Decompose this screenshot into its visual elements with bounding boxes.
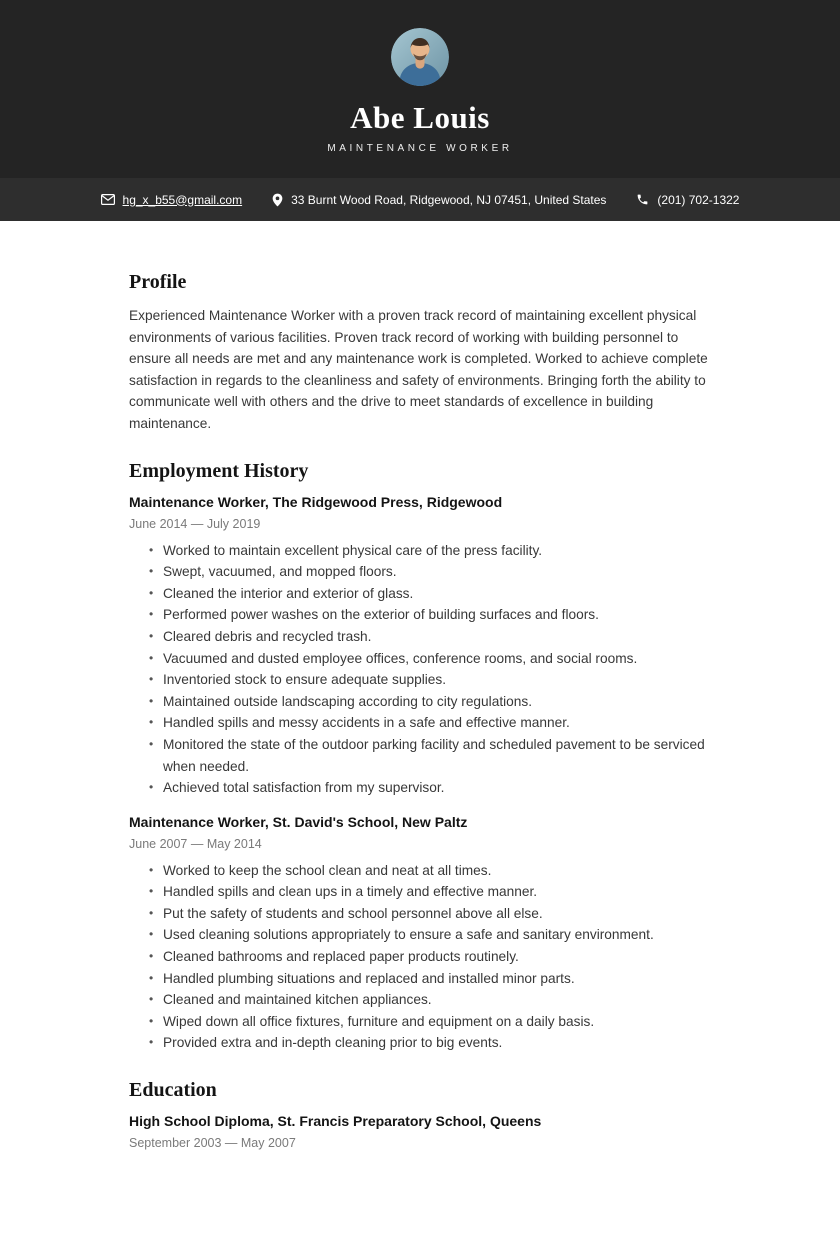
bullet-item: • Put the safety of students and school personnel above all else. <box>149 903 710 925</box>
job-dates: June 2007 — May 2014 <box>129 836 262 851</box>
job-title: Maintenance Worker, The Ridgewood Press, Ridgewood <box>129 493 503 510</box>
envelope-icon <box>101 194 115 205</box>
job-bullet-list <box>129 540 710 799</box>
bullet-item: • Vacuumed and dusted employee offices, conference rooms, and social rooms. <box>149 648 710 670</box>
candidate-job-title: MAINTENANCE WORKER <box>327 143 513 154</box>
section-education <box>129 1079 710 1150</box>
map-pin-icon <box>272 193 283 207</box>
email-link[interactable]: hg_x_b55@gmail.com <box>122 192 243 207</box>
job-bullet-list <box>129 860 710 1054</box>
education-title: High School Diploma, St. Francis Preparatory School, Queens <box>129 1113 542 1130</box>
bullet-item: • Monitored the state of the outdoor parking facility and scheduled pavement to be serviced when needed. <box>149 734 710 777</box>
candidate-name: Abe Louis <box>350 100 490 135</box>
education-heading: Education <box>129 1079 217 1102</box>
bullet-item: • Cleaned the interior and exterior of glass. <box>149 583 710 605</box>
bullet-item: • Cleaned bathrooms and replaced paper products routinely. <box>149 946 710 968</box>
contact-address <box>272 193 606 207</box>
bullet-item: • Maintained outside landscaping according to city regulations. <box>149 691 710 713</box>
bullet-item: • Handled spills and clean ups in a timely and effective manner. <box>149 881 710 903</box>
bullet-item: • Cleared debris and recycled trash. <box>149 626 710 648</box>
phone-icon <box>636 193 649 206</box>
bullet-item: • Provided extra and in-depth cleaning prior to big events. <box>149 1032 710 1054</box>
bullet-item: • Cleaned and maintained kitchen appliances. <box>149 989 710 1011</box>
bullet-item: • Inventoried stock to ensure adequate supplies. <box>149 669 710 691</box>
job-dates: June 2014 — July 2019 <box>129 516 261 531</box>
section-employment <box>129 460 710 1054</box>
profile-heading: Profile <box>129 271 187 293</box>
job-entry <box>129 494 710 799</box>
education-entry <box>129 1113 710 1150</box>
bullet-item: • Used cleaning solutions appropriately to ensure a safe and sanitary environment. <box>149 924 710 946</box>
resume-header <box>0 0 840 178</box>
bullet-item: • Worked to maintain excellent physical care of the press facility. <box>149 540 710 562</box>
resume-body <box>0 221 840 1235</box>
contact-email <box>101 193 243 207</box>
bullet-item: • Swept, vacuumed, and mopped floors. <box>149 561 710 583</box>
address-text: 33 Burnt Wood Road, Ridgewood, NJ 07451, United States <box>291 192 607 207</box>
bullet-item: • Handled spills and messy accidents in a safe and effective manner. <box>149 712 710 734</box>
section-profile <box>129 271 710 435</box>
bullet-item: • Performed power washes on the exterior of building surfaces and floors. <box>149 604 710 626</box>
bullet-item: • Wiped down all office fixtures, furniture and equipment on a daily basis. <box>149 1011 710 1033</box>
contact-bar <box>0 178 840 221</box>
bullet-item: • Achieved total satisfaction from my supervisor. <box>149 777 710 799</box>
job-entry <box>129 814 710 1054</box>
profile-text: Experienced Maintenance Worker with a proven track record of maintaining excellent physical environments of various facilities. Proven track record of working with building personnel to ensure all needs are met and any maintenance work is completed. Worked to achieve complete satisfaction in regards to the cleanliness and safety of environments. Bringing forth the ability to communicate well with others and the drive to meet standards of excellence in building maintenance. <box>129 308 708 431</box>
phone-text: (201) 702-1322 <box>657 192 740 207</box>
job-title: Maintenance Worker, St. David's School, New Paltz <box>129 813 468 830</box>
bullet-item: • Handled plumbing situations and replaced and installed minor parts. <box>149 968 710 990</box>
contact-phone <box>636 193 739 207</box>
avatar <box>391 28 449 86</box>
bullet-item: • Worked to keep the school clean and neat at all times. <box>149 860 710 882</box>
education-dates: September 2003 — May 2007 <box>129 1136 296 1151</box>
employment-heading: Employment History <box>129 459 309 482</box>
avatar-photo <box>391 28 449 86</box>
